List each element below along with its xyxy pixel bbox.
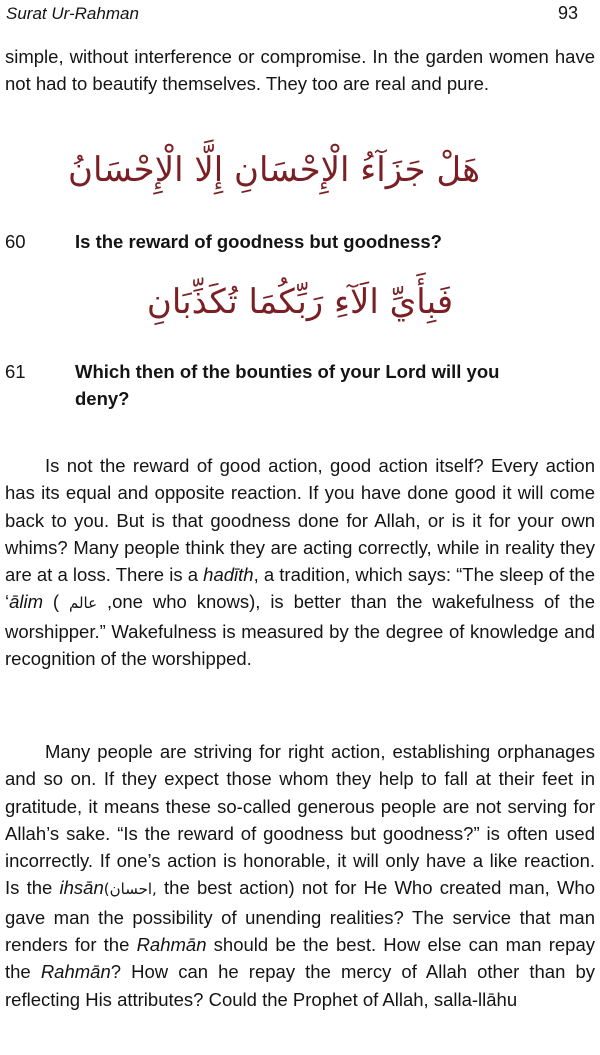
arabic-word: عالم <box>69 594 98 613</box>
text-run: ( <box>43 591 69 613</box>
running-header <box>6 3 578 27</box>
verse-60 <box>5 228 595 255</box>
verse-translation: Is the reward of goodness but goodness? <box>75 231 442 252</box>
page-number: 93 <box>557 3 578 23</box>
chapter-title: Surat Ur-Rahman <box>6 4 139 23</box>
verse-number: 61 <box>5 361 26 382</box>
text-run: ,one who knows), is better than the wakefulness of the worshipper.” Wakefulness is measured by the degree of knowledge and recognition of the worshipped. <box>5 591 595 670</box>
arabic-word: (احسان, <box>103 880 157 899</box>
italic-term: hadīth <box>203 564 254 586</box>
intro-paragraph: simple, without interference or compromise. In the garden women have not had to beautify themselves. They too are real and pure. <box>5 46 595 95</box>
text-run: Is not the reward of good action, good action itself? Every action has its equal and opposite reaction. If you have done good it will come back to you. But is that goodness done for Allah, or is it for your own whims? Many people think they are acting correctly, while in reality they are at a loss. There is a <box>5 455 595 586</box>
commentary-paragraph-1 <box>5 452 595 672</box>
text-run: Many people are striving for right action, establishing orphanages and so on. If they expect those whom they help to fall at their feet in gratitude, it means these so-called generous people are not serving for Allah’s sake. “Is the reward of goodness but goodness?” is often used incorrectly. If one’s action is honorable, it will only have a like reaction. Is the <box>5 741 595 899</box>
commentary-paragraph-2 <box>5 738 595 1013</box>
italic-term: ālim <box>9 591 44 613</box>
verse-translation: Which then of the bounties of your Lord will you deny? <box>75 361 500 410</box>
arabic-verse-60: هَلْ جَزَآءُ الْإِحْسَانِ إِلَّا الْإِحْسَانُ <box>68 150 480 190</box>
italic-term: Rahmān <box>136 934 207 956</box>
verse-number: 60 <box>5 231 26 252</box>
arabic-verse-61: فَبِأَيِّ الَآءِ رَبِّكُمَا تُكَذِّبَانِ <box>146 282 454 322</box>
text-run: ? How can he repay the mercy of Allah other than by reflecting His attributes? Could the Prophet of Allah, salla-llāhu <box>5 961 596 1010</box>
text-run: the best action) not for He Who created man, Who gave man the possibility of unending realities? The service that man renders for the <box>5 877 595 956</box>
italic-term: ihsān <box>59 877 104 899</box>
italic-term: Rahmān <box>40 961 111 983</box>
verse-61 <box>5 358 595 413</box>
text-run: should be the best. How else can man repay the <box>5 934 596 983</box>
text-run: , a tradition, which says: “The sleep of the ‘ <box>5 564 595 613</box>
